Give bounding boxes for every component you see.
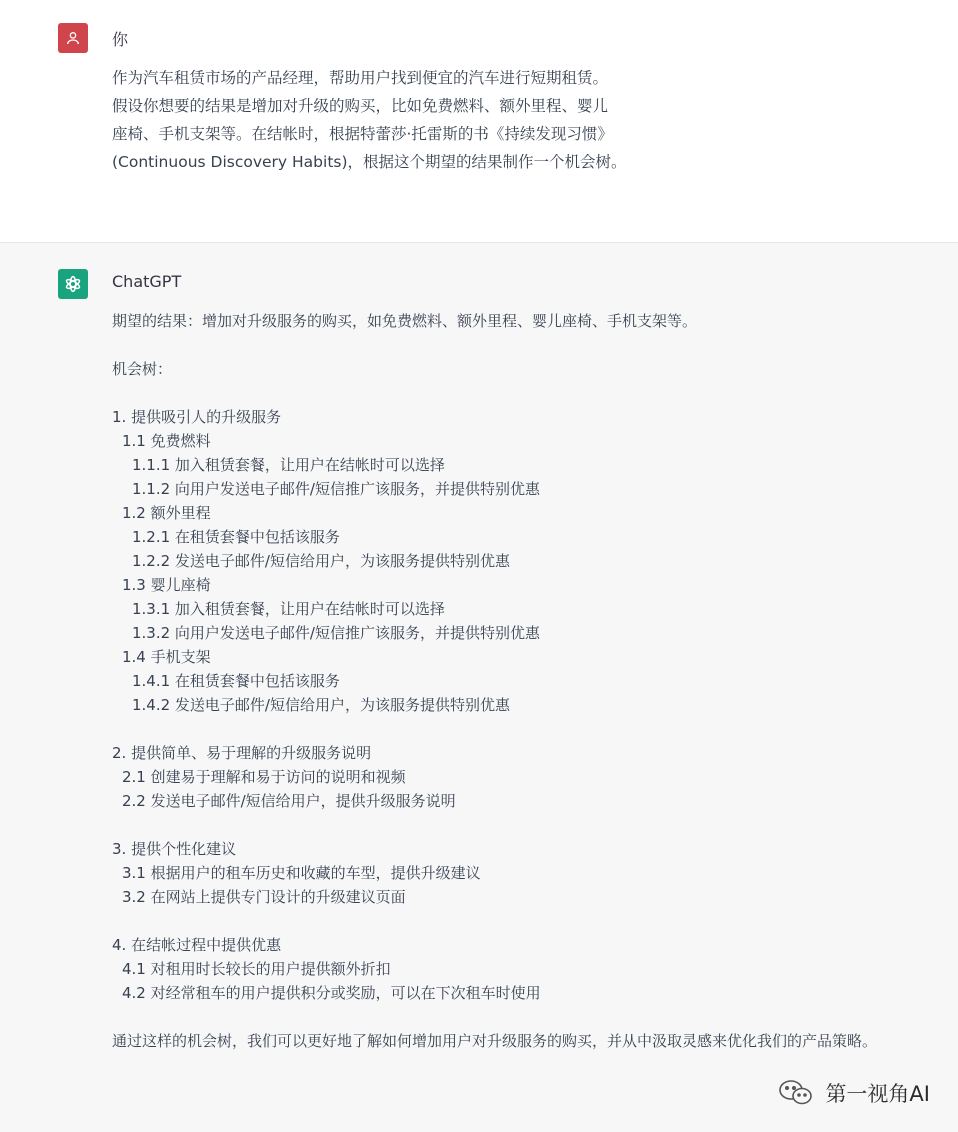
user-message-line: (Continuous Discovery Habits)，根据这个期望的结果制作一个机会树。 bbox=[112, 153, 627, 171]
user-message-line: 作为汽车租赁市场的产品经理，帮助用户找到便宜的汽车进行短期租赁。 bbox=[112, 69, 609, 87]
user-author-name: 你 bbox=[112, 30, 129, 49]
assistant-message-line: 1.3.1 加入租赁套餐，让用户在结帐时可以选择 bbox=[132, 600, 445, 618]
assistant-message-line: 4.1 对租用时长较长的用户提供额外折扣 bbox=[122, 960, 391, 978]
assistant-message-text bbox=[112, 309, 942, 1053]
user-message-text bbox=[112, 64, 912, 176]
assistant-message-line: 1.4.1 在租赁套餐中包括该服务 bbox=[132, 672, 340, 690]
assistant-message-line: 1.2.1 在租赁套餐中包括该服务 bbox=[132, 528, 340, 546]
assistant-message-line: 期望的结果：增加对升级服务的购买，如免费燃料、额外里程、婴儿座椅、手机支架等。 bbox=[112, 312, 698, 330]
assistant-message-line: 1.3 婴儿座椅 bbox=[122, 576, 211, 594]
assistant-message-block bbox=[0, 243, 958, 1132]
assistant-message-line: 2. 提供简单、易于理解的升级服务说明 bbox=[112, 744, 372, 762]
assistant-message-line: 1.2.2 发送电子邮件/短信给用户，为该服务提供特别优惠 bbox=[132, 552, 510, 570]
assistant-message-line: 通过这样的机会树，我们可以更好地了解如何增加用户对升级服务的购买，并从中汲取灵感来优化我们的产品策略。 bbox=[112, 1032, 878, 1050]
assistant-message-line: 1.4 手机支架 bbox=[122, 648, 211, 666]
assistant-message-line: 4. 在结帐过程中提供优惠 bbox=[112, 936, 282, 954]
assistant-message-line: 1.3.2 向用户发送电子邮件/短信推广该服务，并提供特别优惠 bbox=[132, 624, 540, 642]
assistant-message-line: 1.1.2 向用户发送电子邮件/短信推广该服务，并提供特别优惠 bbox=[132, 480, 540, 498]
wechat-icon bbox=[775, 1078, 817, 1108]
assistant-message-line: 4.2 对经常租车的用户提供积分或奖励，可以在下次租车时使用 bbox=[122, 984, 541, 1002]
assistant-message-line: 机会树： bbox=[112, 360, 173, 378]
assistant-author-name: ChatGPT bbox=[112, 272, 182, 291]
openai-logo-icon bbox=[62, 273, 84, 295]
chatgpt-avatar bbox=[58, 269, 88, 299]
user-message-line: 假设你想要的结果是增加对升级的购买，比如免费燃料、额外里程、婴儿 bbox=[112, 97, 609, 115]
blank-line bbox=[112, 717, 942, 741]
user-message-block bbox=[0, 0, 958, 243]
blank-line bbox=[112, 333, 942, 357]
assistant-message-line: 1.4.2 发送电子邮件/短信给用户，为该服务提供特别优惠 bbox=[132, 696, 510, 714]
blank-line bbox=[112, 381, 942, 405]
user-icon bbox=[65, 30, 81, 46]
watermark bbox=[775, 1078, 930, 1108]
watermark-text: 第一视角AI bbox=[825, 1082, 930, 1106]
blank-line bbox=[112, 909, 942, 933]
assistant-message-line: 3. 提供个性化建议 bbox=[112, 840, 237, 858]
user-message-line: 座椅、手机支架等。在结帐时，根据特蕾莎·托雷斯的书《持续发现习惯》 bbox=[112, 125, 613, 143]
assistant-message-line: 1.1 免费燃料 bbox=[122, 432, 211, 450]
assistant-message-line: 3.1 根据用户的租车历史和收藏的车型，提供升级建议 bbox=[122, 864, 481, 882]
user-avatar bbox=[58, 23, 88, 53]
assistant-message-line: 1.2 额外里程 bbox=[122, 504, 211, 522]
assistant-message-line: 2.2 发送电子邮件/短信给用户，提供升级服务说明 bbox=[122, 792, 456, 810]
assistant-message-line: 2.1 创建易于理解和易于访问的说明和视频 bbox=[122, 768, 406, 786]
assistant-message-line: 1.1.1 加入租赁套餐，让用户在结帐时可以选择 bbox=[132, 456, 445, 474]
assistant-message-line: 1. 提供吸引人的升级服务 bbox=[112, 408, 282, 426]
blank-line bbox=[112, 1005, 942, 1029]
blank-line bbox=[112, 813, 942, 837]
assistant-message-line: 3.2 在网站上提供专门设计的升级建议页面 bbox=[122, 888, 406, 906]
